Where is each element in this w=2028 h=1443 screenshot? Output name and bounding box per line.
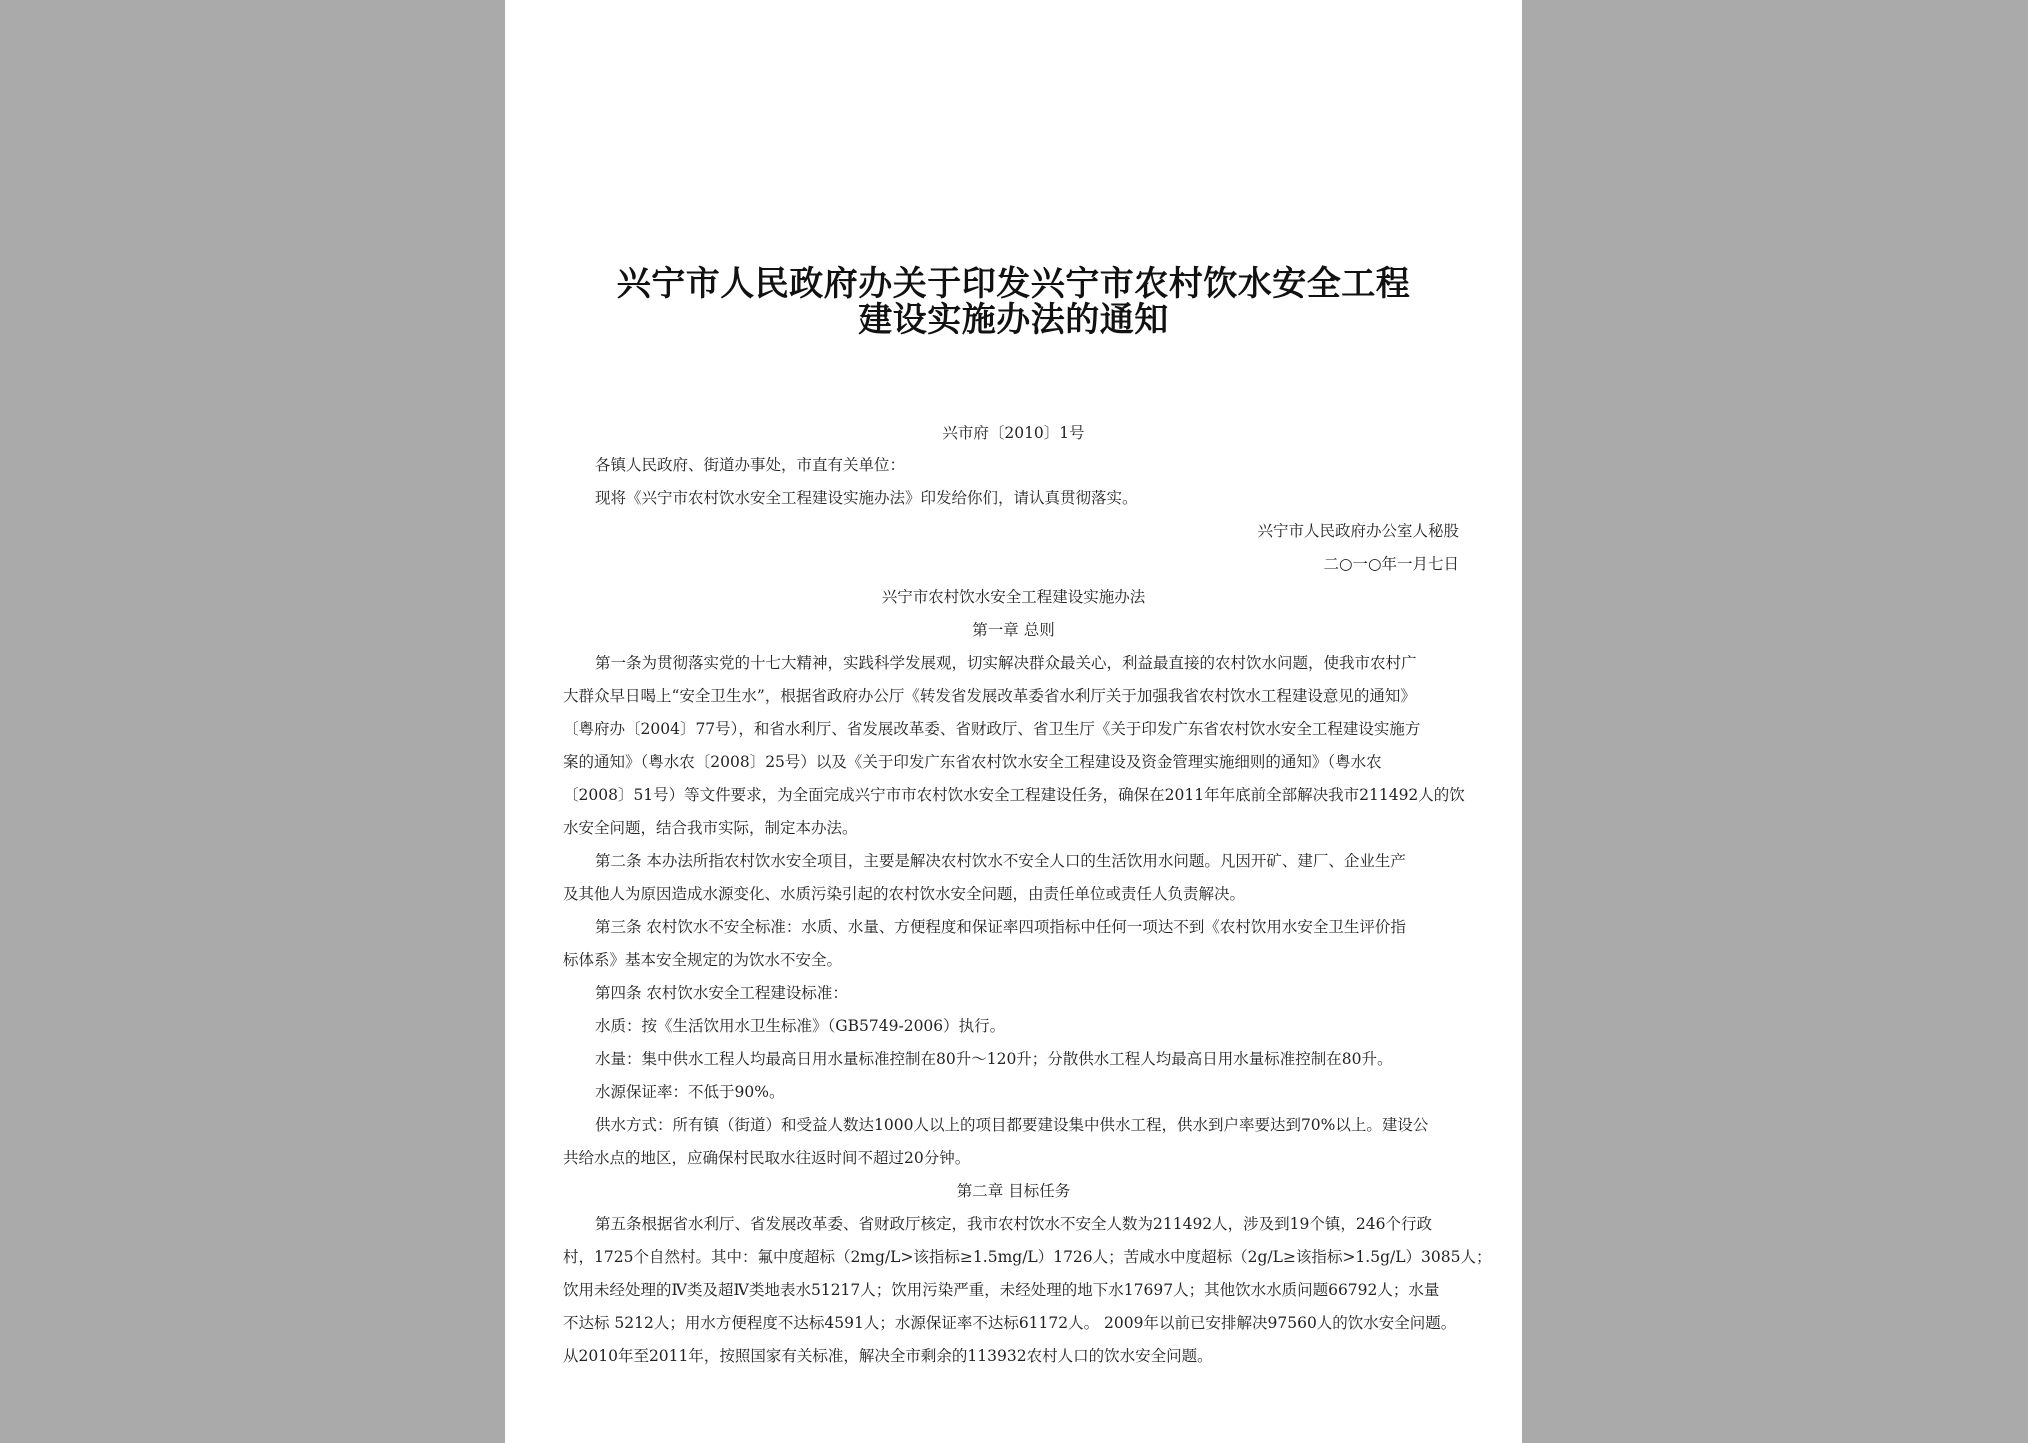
article-1-line: 第一条为贯彻落实党的十七大精神，实践科学发展观，切实解决群众最关心，利益最直接的农村饮水问题，使我市农村广 [595,654,1417,672]
article-5-line: 不达标 5212人；用水方便程度不达标4591人；水源保证率不达标61172人。 2009年以前已安排解决97560人的饮水安全问题。 [563,1314,1457,1332]
article-2-line: 及其他人为原因造成水源变化、水质污染引起的农村饮水安全问题，由责任单位或责任人负责解决。 [563,885,1246,903]
document-title-line-1: 兴宁市人民政府办关于印发兴宁市农村饮水安全工程 [616,264,1411,304]
standard-supply-method: 供水方式：所有镇（街道）和受益人数达1000人以上的项目都要建设集中供水工程，供水到户率要达到70%以上。建设公 [595,1116,1429,1134]
article-5-line: 从2010年至2011年，按照国家有关标准，解决全市剩余的113932农村人口的饮水安全问题。 [563,1347,1213,1365]
article-4-heading: 第四条 农村饮水安全工程建设标准： [595,984,848,1002]
standard-water-quality: 水质：按《生活饮用水卫生标准》（GB5749-2006）执行。 [595,1017,1006,1035]
doc-number: 兴市府〔2010〕1号 [942,424,1085,442]
chapter-2-heading: 第二章 目标任务 [956,1182,1071,1200]
article-3-line: 标体系》基本安全规定的为饮水不安全。 [563,951,843,969]
document-page [505,0,1522,1443]
article-3-line: 第三条 农村饮水不安全标准：水质、水量、方便程度和保证率四项指标中任何一项达不到《农村饮用水安全卫生评价指 [595,918,1406,936]
article-1-line: 水安全问题，结合我市实际，制定本办法。 [563,819,858,837]
article-1-line: 案的通知》（粤水农〔2008〕25号）以及《关于印发广东省农村饮水安全工程建设及资金管理实施细则的通知》（粤水农 [563,753,1382,771]
signature: 兴宁市人民政府办公室人秘股 [1257,522,1459,540]
measures-title: 兴宁市农村饮水安全工程建设实施办法 [881,588,1146,606]
article-2-line: 第二条 本办法所指农村饮水安全项目，主要是解决农村饮水不安全人口的生活饮用水问题。凡因开矿、建厂、企业生产 [595,852,1406,870]
article-5-line: 第五条根据省水利厅、省发展改革委、省财政厅核定，我市农村饮水不安全人数为211492人，涉及到19个镇，246个行政 [595,1215,1432,1233]
issue-date: 二○一○年一月七日 [1323,555,1459,573]
article-1-line: 大群众早日喝上“安全卫生水”，根据省政府办公厅《转发省发展改革委省水利厅关于加强我省农村饮水工程建设意见的通知》 [563,687,1416,705]
article-1-line: 〔粤府办〔2004〕77号），和省水利厅、省发展改革委、省财政厅、省卫生厅《关于印发广东省农村饮水安全工程建设实施方 [563,720,1421,738]
article-1-line: 〔2008〕51号）等文件要求，为全面完成兴宁市市农村饮水安全工程建设任务，确保在2011年年底前全部解决我市211492人的饮 [563,786,1465,804]
salutation: 各镇人民政府、街道办事处，市直有关单位： [595,456,906,474]
standard-water-quantity: 水量：集中供水工程人均最高日用水量标准控制在80升～120升；分散供水工程人均最高日用水量标准控制在80升。 [595,1050,1393,1068]
chapter-1-heading: 第一章 总则 [972,621,1055,639]
standard-guarantee-rate: 水源保证率：不低于90%。 [595,1083,785,1101]
article-5-line: 饮用未经处理的Ⅳ类及超Ⅳ类地表水51217人；饮用污染严重，未经处理的地下水17697人；其他饮水水质问题66792人；水量 [563,1281,1440,1299]
article-5-line: 村，1725个自然村。其中：氟中度超标（2mg/L>该指标≥1.5mg/L）1726人；苦咸水中度超标（2g/L≥该指标>1.5g/L）3085人； [563,1248,1492,1266]
standard-supply-method: 共给水点的地区，应确保村民取水往返时间不超过20分钟。 [563,1149,971,1167]
document-title-line-2: 建设实施办法的通知 [858,300,1169,340]
intro-paragraph: 现将《兴宁市农村饮水安全工程建设实施办法》印发给你们，请认真贯彻落实。 [595,489,1138,507]
